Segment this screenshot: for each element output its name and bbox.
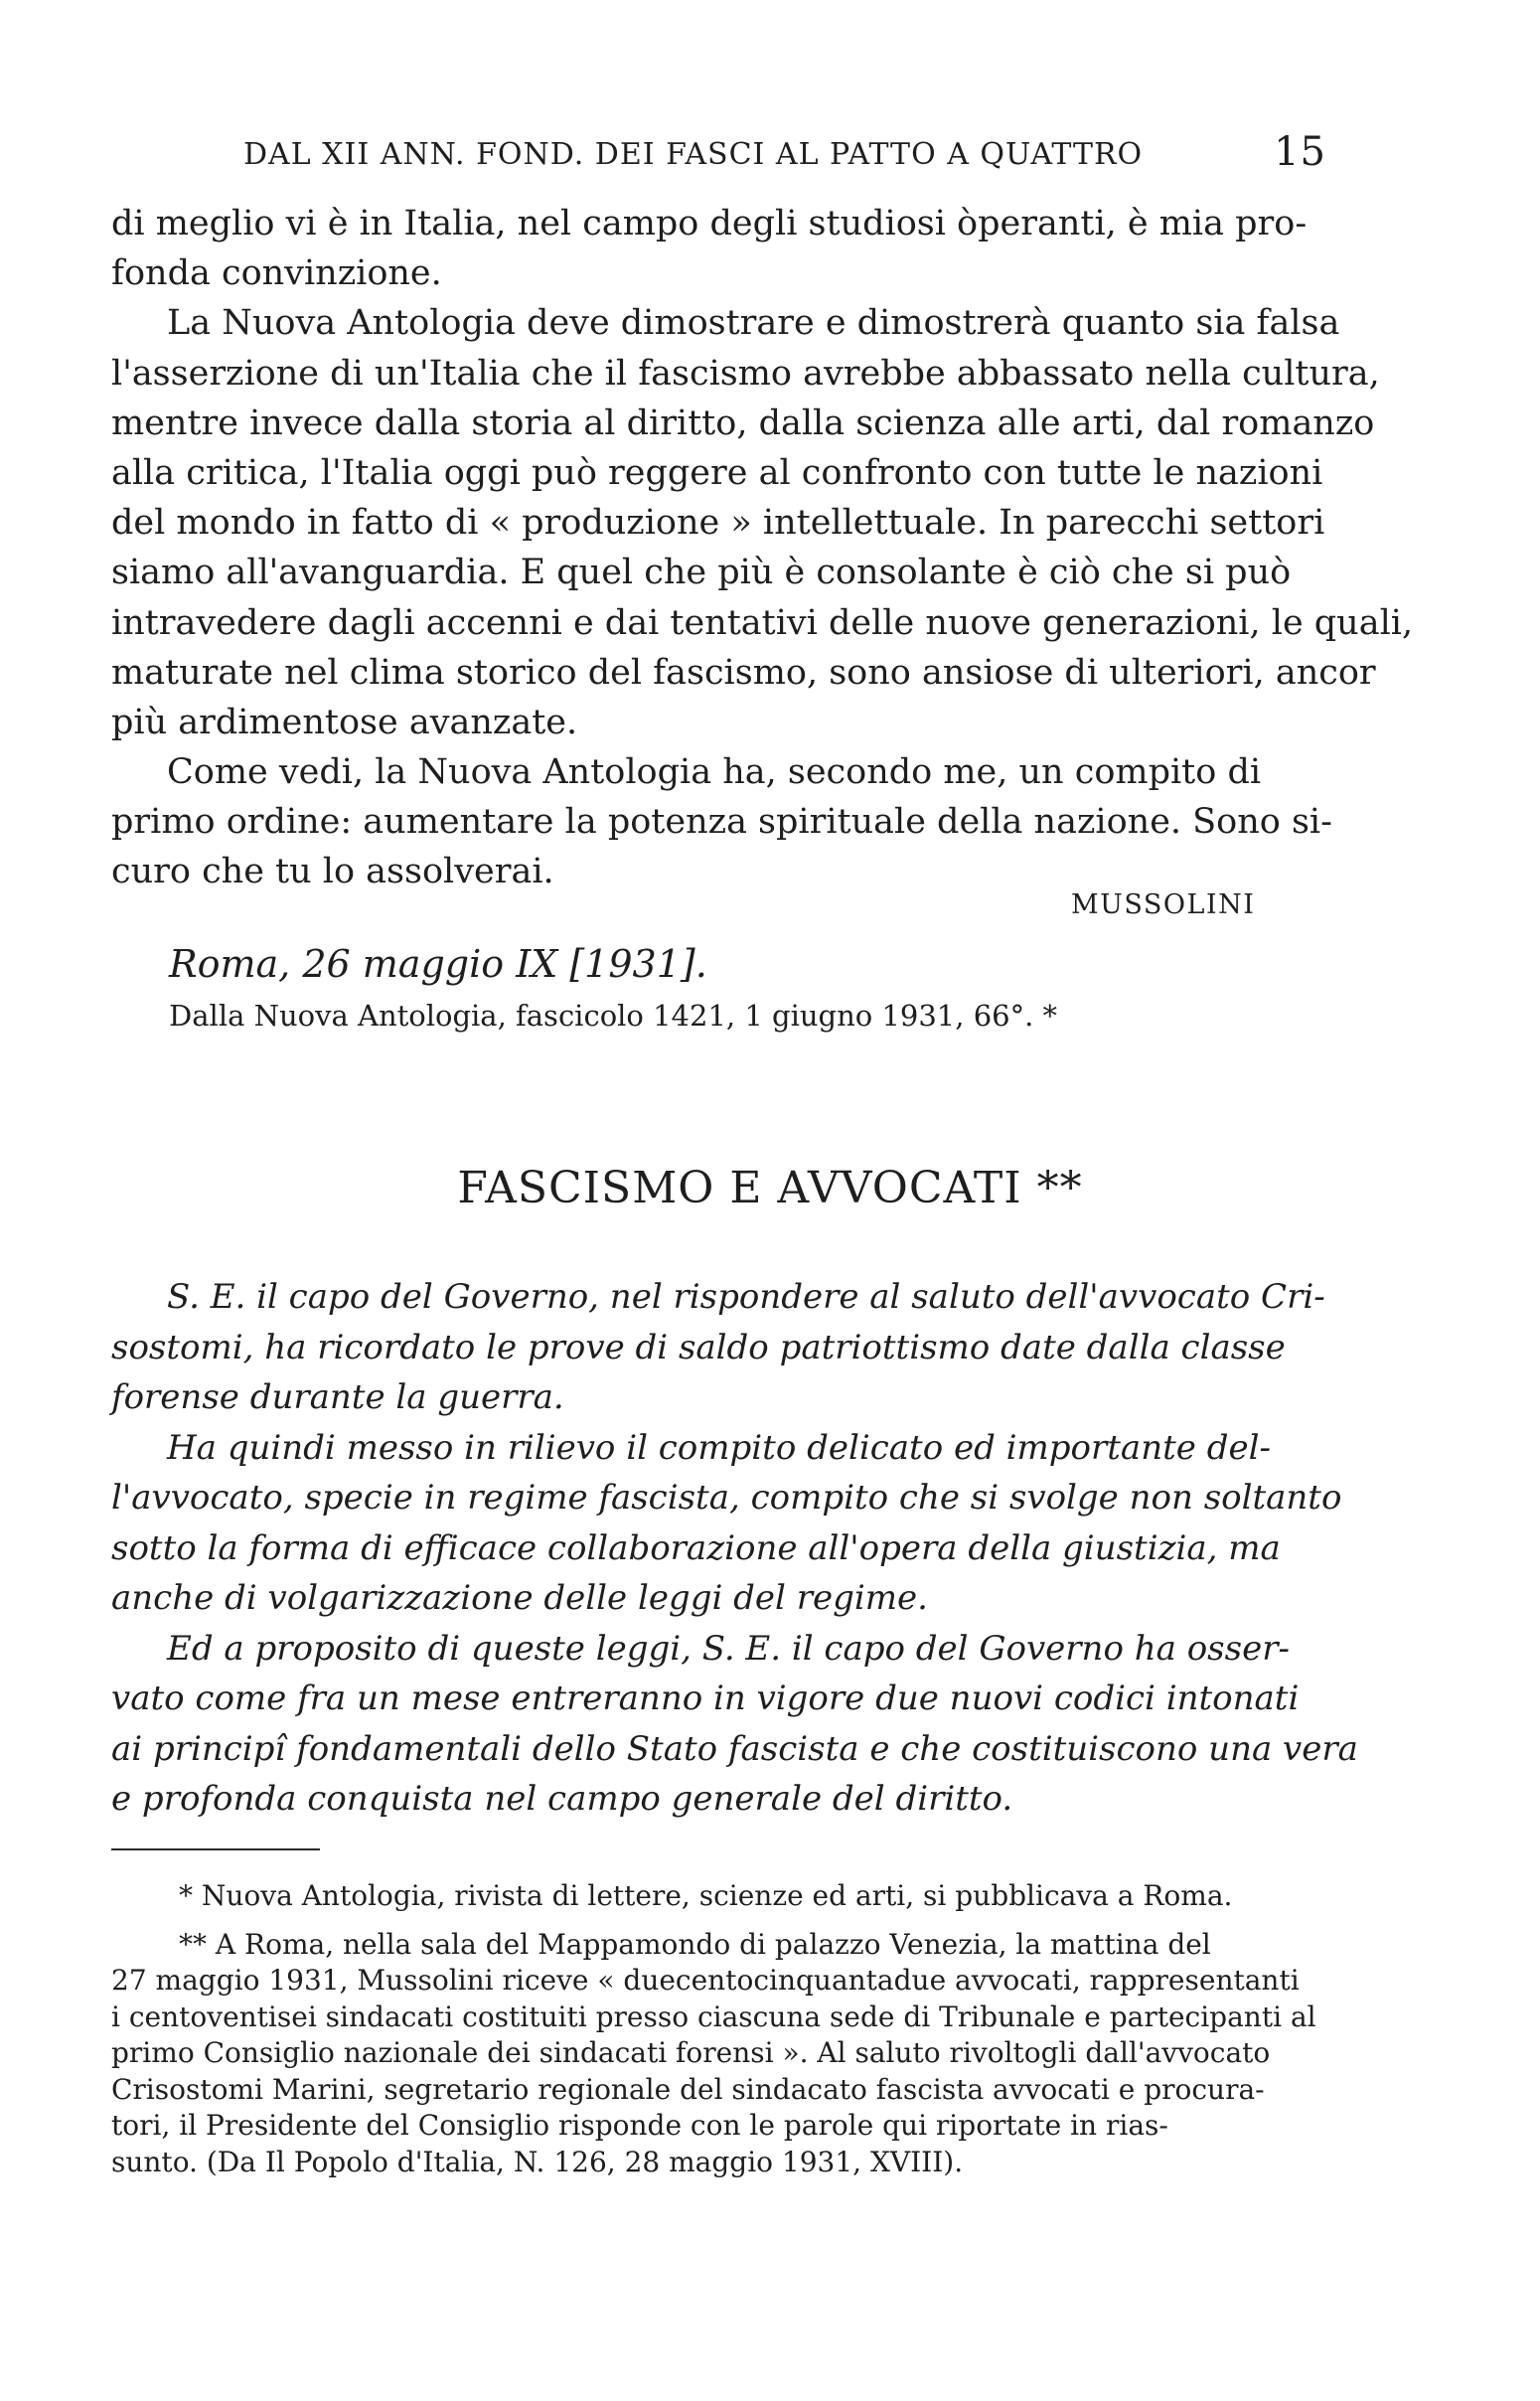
body-line: La Nuova Antologia deve dimostrare e dimostrerà quanto sia falsa (167, 303, 1340, 344)
section-line: l'avvocato, specie in regime fascista, compito che si svolge non soltanto (111, 1478, 1342, 1518)
section-line: e profonda conquista nel campo generale del diritto. (111, 1779, 1013, 1819)
body-line: intravedere dagli accenni e dai tentativi delle nuove generazioni, le quali, (111, 602, 1414, 643)
place-date: Roma, 26 maggio IX [1931]. (169, 942, 707, 986)
footnote-2-line: 27 maggio 1931, Mussolini riceve « duecentocinquantadue avvocati, rappresentanti (111, 1964, 1300, 1997)
footnote-1: * Nuova Antologia, rivista di lettere, scienze ed arti, si pubblicava a Roma. (179, 1879, 1233, 1912)
section-line: ai principî fondamentali dello Stato fascista e che costituiscono una vera (111, 1728, 1358, 1769)
body-line: maturate nel clima storico del fascismo, sono ansiose di ulteriori, ancor (111, 652, 1376, 693)
section-line: Ed a proposito di queste leggi, S. E. il capo del Governo ha osser- (167, 1628, 1290, 1669)
page-number: 15 (1274, 129, 1326, 175)
body-line: mentre invece dalla storia al diritto, dalla scienza alle arti, dal romanzo (111, 402, 1375, 443)
section-body (111, 1272, 1358, 1825)
section-line: sostomi, ha ricordato le prove di saldo patriottismo date dalla classe (111, 1327, 1286, 1367)
footnote-2-line: primo Consiglio nazionale dei sindacati forensi ». Al saluto rivoltogli dall'avvocato (111, 2036, 1271, 2069)
section-line: S. E. il capo del Governo, nel rispondere al saluto dell'avvocato Cri- (167, 1277, 1325, 1317)
section-line: vato come fra un mese entreranno in vigore due nuovi codici intonati (111, 1679, 1300, 1718)
section-line: forense durante la guerra. (111, 1377, 564, 1417)
section-title: FASCISMO E AVVOCATI ** (457, 1163, 1083, 1213)
footnote-2-line: Crisostomi Marini, segretario regionale del sindacato fascista avvocati e procura- (111, 2072, 1265, 2106)
body-line: curo che tu lo assolverai. (111, 852, 554, 892)
footnote-2-line: ** A Roma, nella sala del Mappamondo di palazzo Venezia, la mattina del (179, 1927, 1211, 1961)
section-line: Ha quindi messo in rilievo il compito delicato ed importante del- (167, 1427, 1271, 1468)
body-line: siamo all'avanguardia. E quel che più è consolante è ciò che si può (111, 553, 1292, 593)
footnotes (111, 1878, 1329, 2180)
footnote-2-line: i centoventisei sindacati costituiti presso ciascuna sede di Tribunale e partecipanti al (111, 2000, 1316, 2033)
body-line: di meglio vi è in Italia, nel campo degli studiosi òperanti, è mia pro- (111, 204, 1308, 243)
body-line: Come vedi, la Nuova Antologia ha, secondo me, un compito di (167, 752, 1262, 793)
body-line: primo ordine: aumentare la potenza spirituale della nazione. Sono si- (111, 802, 1332, 843)
body-line: del mondo in fatto di « produzione » intellettuale. In parecchi settori (111, 503, 1325, 544)
section-line: anche di volgarizzazione delle leggi del regime. (111, 1578, 928, 1618)
body-line: l'asserzione di un'Italia che il fascismo avrebbe abbassato nella cultura, (111, 353, 1380, 394)
running-head (243, 129, 1326, 179)
body-line: fonda convinzione. (111, 253, 442, 294)
footnote-2-line: tori, il Presidente del Consiglio risponde con le parole qui riportate in rias- (111, 2109, 1168, 2142)
letter-body (111, 199, 1414, 897)
body-line: più ardimentose avanzate. (111, 702, 578, 742)
footnote-2-line: sunto. (Da Il Popolo d'Italia, N. 126, 28 maggio 1931, XVIII). (111, 2145, 964, 2178)
source-note: Dalla Nuova Antologia, fascicolo 1421, 1 giugno 1931, 66°. * (169, 999, 1058, 1033)
footnote-divider (111, 1848, 320, 1850)
section-line: sotto la forma di efficace collaborazione all'opera della giustizia, ma (111, 1527, 1281, 1568)
running-title: DAL XII ANN. FOND. DEI FASCI AL PATTO A QUATTRO (243, 137, 1144, 172)
signature: MUSSOLINI (1071, 889, 1256, 920)
body-line: alla critica, l'Italia oggi può reggere al confronto con tutte le nazioni (111, 452, 1323, 493)
